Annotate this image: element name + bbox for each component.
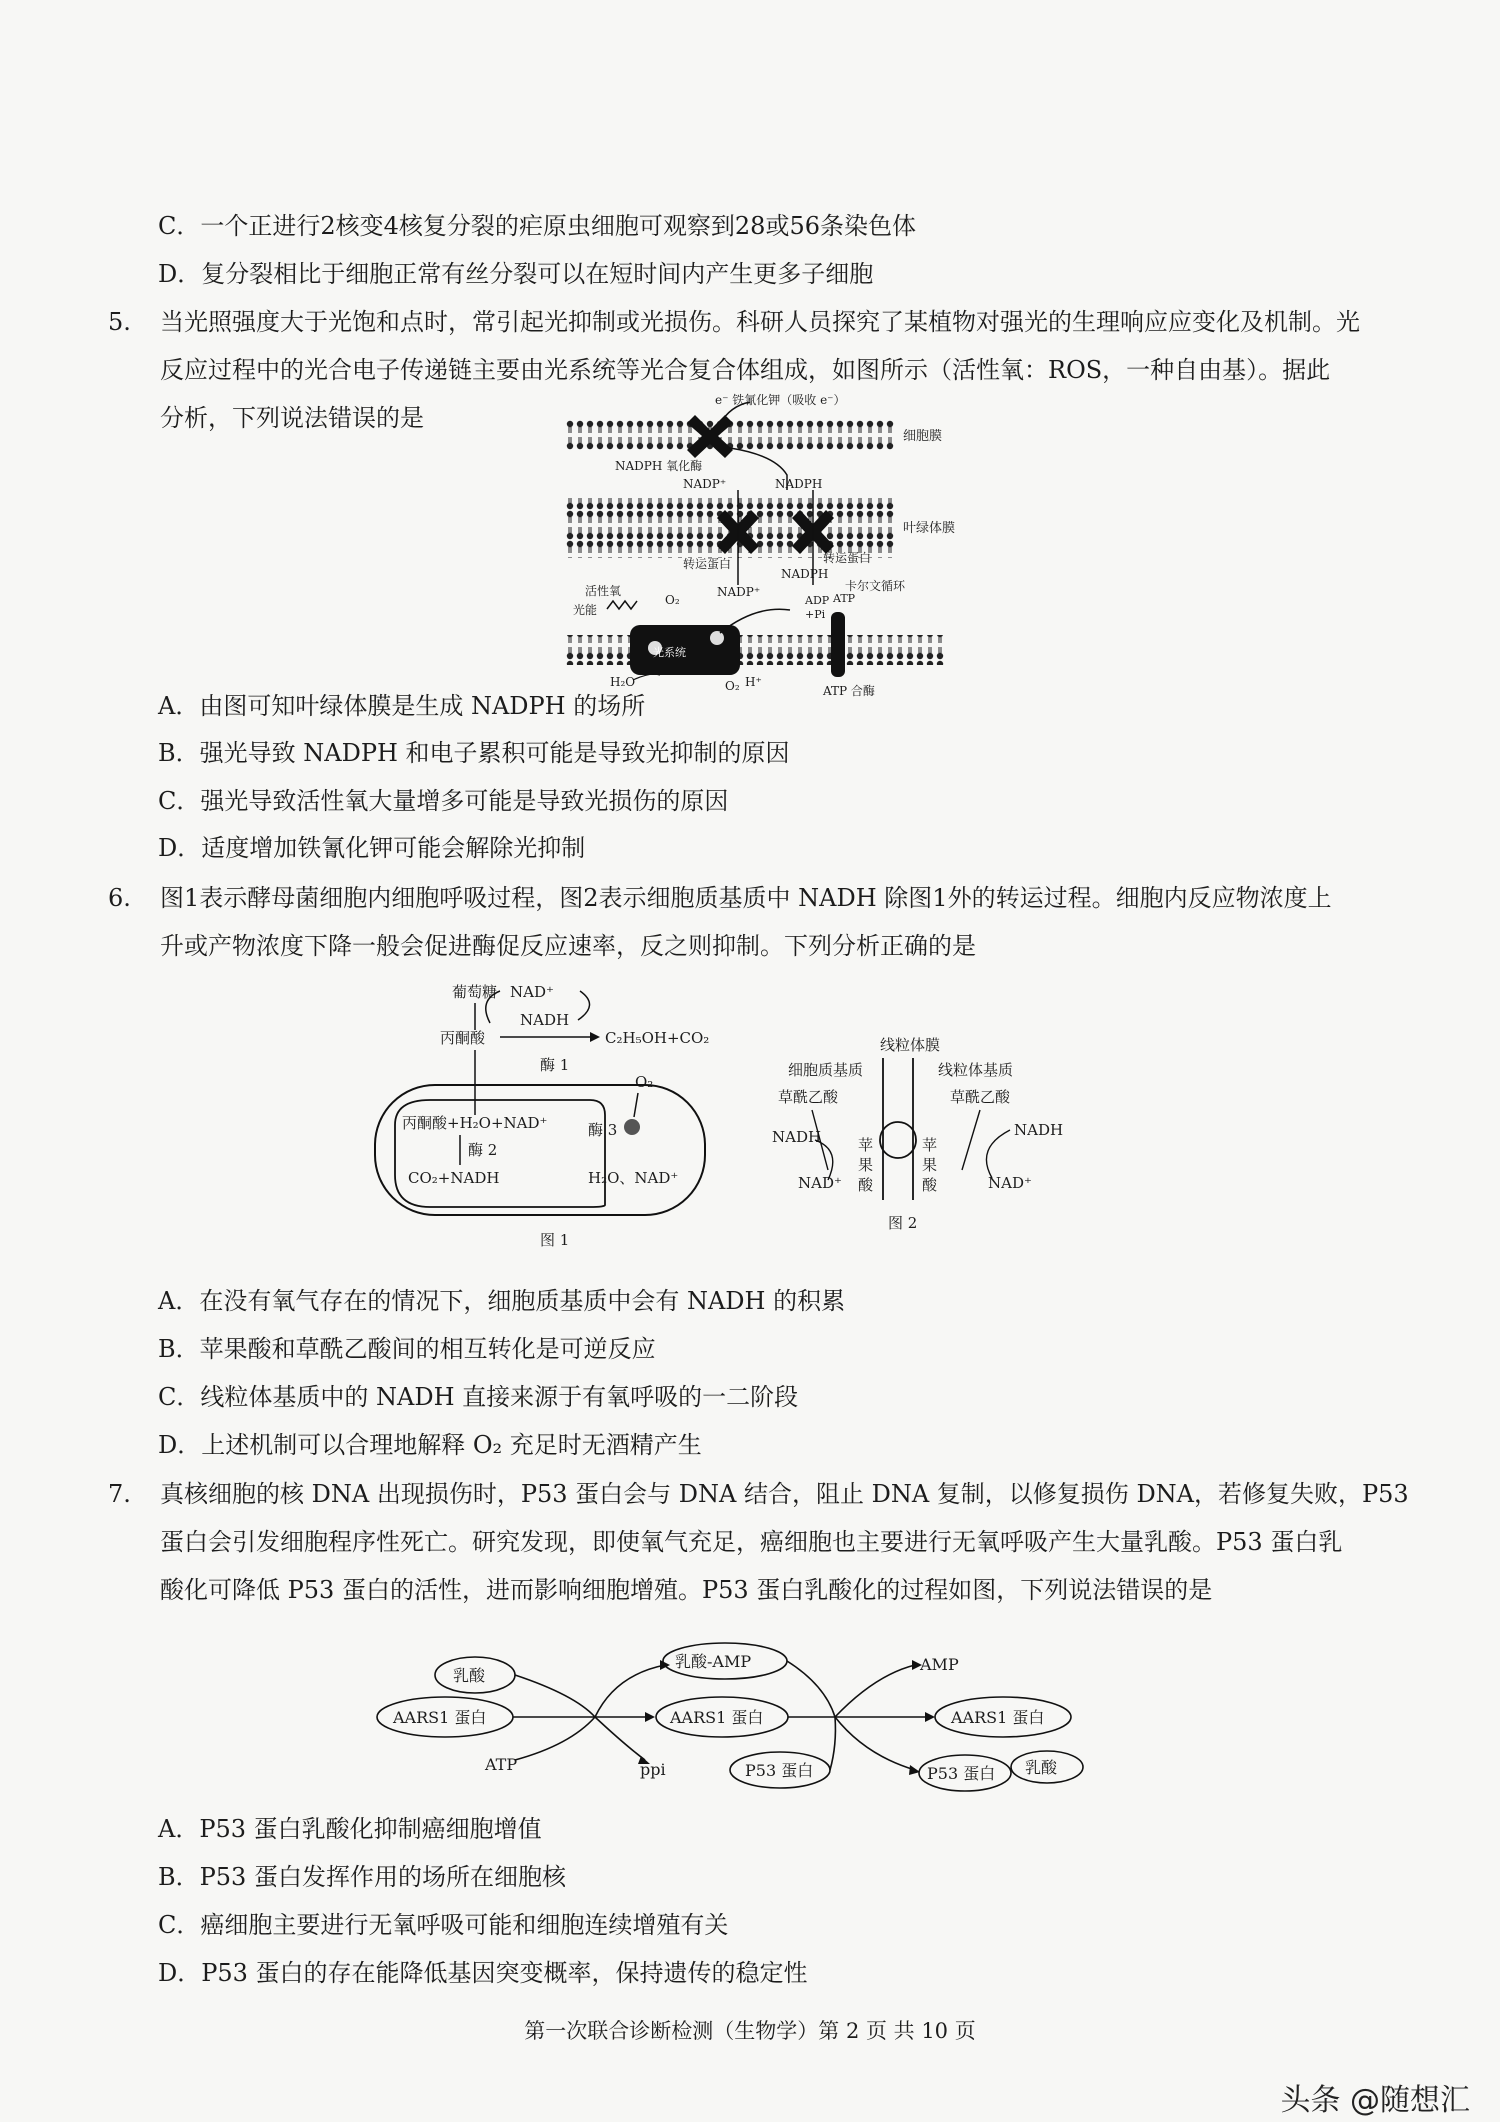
q7-number: 7. bbox=[108, 1480, 131, 1508]
label-atp-synthase: ATP 合酶 bbox=[823, 684, 875, 698]
q5-option-a: A．由图可知叶绿体膜是生成 NADPH 的场所 bbox=[158, 692, 646, 720]
mitochondrion-outer bbox=[375, 1085, 705, 1215]
fig1-ethanol: C₂H₅OH+CO₂ bbox=[605, 1029, 710, 1047]
label-light-energy: 光能 bbox=[573, 603, 598, 617]
fig1-h2o-nad: H₂O、NAD⁺ bbox=[588, 1169, 679, 1187]
label-h2o: H₂O bbox=[610, 675, 636, 689]
fig7-atp: ATP bbox=[485, 1755, 518, 1774]
transporter-circle bbox=[880, 1122, 916, 1158]
q6-number: 6. bbox=[108, 884, 131, 912]
fig1-reaction: 丙酮酸+H₂O+NAD⁺ bbox=[402, 1114, 548, 1132]
label-atp: ATP bbox=[833, 592, 856, 605]
q5-option-d: D．适度增加铁氰化钾可能会解除光抑制 bbox=[158, 834, 586, 862]
fig2-nadh-right: NADH bbox=[1014, 1121, 1064, 1139]
fig2-matrix: 线粒体基质 bbox=[938, 1061, 1014, 1079]
enzyme3-dot bbox=[624, 1119, 640, 1135]
fig7-amp: AMP bbox=[920, 1655, 959, 1674]
fig2-nad-right: NAD⁺ bbox=[988, 1174, 1032, 1192]
q6-option-c: C．线粒体基质中的 NADH 直接来源于有氧呼吸的一二阶段 bbox=[158, 1383, 799, 1411]
label-ferricyanide: e⁻ 铁氰化钾（吸收 e⁻） bbox=[715, 393, 846, 407]
fig2-malate-right-3: 酸 bbox=[922, 1176, 938, 1194]
label-cell-membrane: 细胞膜 bbox=[903, 429, 943, 444]
q5-number: 5. bbox=[108, 308, 131, 336]
q5-option-c: C．强光导致活性氧大量增多可能是导致光损伤的原因 bbox=[158, 787, 729, 815]
fig2-nad-left: NAD⁺ bbox=[798, 1174, 842, 1192]
q7-stem-line3: 酸化可降低 P53 蛋白的活性，进而影响细胞增殖。P53 蛋白乳酸化的过程如图，下列说法错误的是 bbox=[160, 1576, 1213, 1604]
fig2-malate-left-3: 酸 bbox=[858, 1176, 874, 1194]
q5-membrane-figure bbox=[555, 390, 975, 698]
fig7-ppi: ppi bbox=[640, 1760, 666, 1779]
label-ros: 活性氧 bbox=[585, 584, 622, 598]
q7-lactylation-figure bbox=[375, 1625, 1095, 1810]
fig1-o2: O₂ bbox=[635, 1073, 654, 1091]
label-h-plus: H⁺ bbox=[745, 675, 762, 689]
q6-option-b: B．苹果酸和草酰乙酸间的相互转化是可逆反应 bbox=[158, 1335, 656, 1363]
label-nadph-oxidase: NADPH 氧化酶 bbox=[615, 459, 703, 473]
fig7-p53-b: P53 蛋白 bbox=[927, 1764, 996, 1783]
fig1-enzyme1: 酶 1 bbox=[540, 1056, 570, 1074]
fig7-aars-a: AARS1 蛋白 bbox=[393, 1708, 487, 1727]
q7-option-d: D．P53 蛋白的存在能降低基因突变概率，保持遗传的稳定性 bbox=[158, 1959, 808, 1987]
label-transporter-2: 转运蛋白 bbox=[823, 551, 872, 565]
fig1-enzyme3: 酶 3 bbox=[588, 1121, 618, 1139]
q4-option-c: C．一个正进行2核变4核复分裂的疟原虫细胞可观察到28或56条染色体 bbox=[158, 212, 916, 240]
thylakoid-bilayer bbox=[565, 635, 945, 665]
q5-stem-line3: 分析，下列说法错误的是 bbox=[160, 404, 424, 432]
fig2-malate-left-1: 苹 bbox=[858, 1136, 874, 1154]
label-o2-top: O₂ bbox=[665, 593, 680, 607]
fig7-lactate-2: 乳酸 bbox=[1025, 1758, 1058, 1777]
q6-figure-1 bbox=[360, 975, 760, 1255]
fig7-aars-b: AARS1 蛋白 bbox=[670, 1708, 764, 1727]
fig2-oaa-right: 草酰乙酸 bbox=[950, 1088, 1011, 1106]
page-footer: 第一次联合诊断检测（生物学）第 2 页 共 10 页 bbox=[524, 2019, 976, 2043]
fig2-caption: 图 2 bbox=[888, 1214, 918, 1232]
label-pi: +Pi bbox=[805, 608, 826, 621]
q6-option-a: A．在没有氧气存在的情况下，细胞质基质中会有 NADH 的积累 bbox=[158, 1287, 846, 1315]
source-watermark: 头条 @随想汇 bbox=[1280, 2083, 1470, 2118]
q7-option-c: C．癌细胞主要进行无氧呼吸可能和细胞连续增殖有关 bbox=[158, 1911, 729, 1939]
label-photosystem: 光系统 bbox=[653, 646, 686, 659]
q5-option-b: B．强光导致 NADPH 和电子累积可能是导致光抑制的原因 bbox=[158, 739, 790, 767]
q5-stem-line1: 当光照强度大于光饱和点时，常引起光抑制或光损伤。科研人员探究了某植物对强光的生理响应应变化及机制。光 bbox=[160, 308, 1360, 336]
atp-synthase-shape bbox=[831, 612, 845, 677]
label-calvin-cycle: 卡尔文循环 bbox=[845, 579, 906, 593]
q7-option-b: B．P53 蛋白发挥作用的场所在细胞核 bbox=[158, 1863, 566, 1891]
fig1-nadh: NADH bbox=[520, 1011, 570, 1029]
fig2-nadh-left: NADH bbox=[772, 1128, 822, 1146]
q7-option-a: A．P53 蛋白乳酸化抑制癌细胞增值 bbox=[158, 1815, 542, 1843]
fig1-enzyme2: 酶 2 bbox=[468, 1141, 498, 1159]
q7-stem-line1: 真核细胞的核 DNA 出现损伤时，P53 蛋白会与 DNA 结合，阻止 DNA 复制，以修复损伤 DNA，若修复失败，P53 bbox=[160, 1480, 1409, 1508]
fig1-co2-nadh: CO₂+NADH bbox=[408, 1169, 500, 1187]
q6-stem-line2: 升或产物浓度下降一般会促进酶促反应速率，反之则抑制。下列分析正确的是 bbox=[160, 932, 976, 960]
q4-option-d: D．复分裂相比于细胞正常有丝分裂可以在短时间内产生更多子细胞 bbox=[158, 260, 874, 288]
q6-figure-2 bbox=[770, 1030, 1090, 1235]
fig7-aars-c: AARS1 蛋白 bbox=[951, 1708, 1045, 1727]
label-nadp-top: NADP⁺ bbox=[683, 477, 727, 491]
fig7-p53-a: P53 蛋白 bbox=[745, 1761, 814, 1780]
q6-option-d: D．上述机制可以合理地解释 O₂ 充足时无酒精产生 bbox=[158, 1431, 702, 1459]
fig1-glucose: 葡萄糖 bbox=[452, 983, 498, 1001]
q5-stem-line2: 反应过程中的光合电子传递链主要由光系统等光合复合体组成，如图所示（活性氧：ROS，一种自由基）。据此 bbox=[160, 356, 1331, 384]
label-nadph-top: NADPH bbox=[775, 477, 823, 491]
fig2-oaa-left: 草酰乙酸 bbox=[778, 1088, 839, 1106]
fig2-membrane: 线粒体膜 bbox=[880, 1036, 941, 1054]
label-nadph-mid: NADPH bbox=[781, 567, 829, 581]
fig1-pyruvate: 丙酮酸 bbox=[440, 1029, 486, 1047]
fig2-malate-right-2: 果 bbox=[922, 1156, 938, 1174]
fig1-caption: 图 1 bbox=[540, 1231, 570, 1249]
fig2-cytosol: 细胞质基质 bbox=[788, 1061, 864, 1079]
fig2-malate-right-1: 苹 bbox=[922, 1136, 938, 1154]
label-transporter-1: 转运蛋白 bbox=[683, 557, 732, 571]
fig7-lactate-amp: 乳酸-AMP bbox=[675, 1652, 752, 1671]
label-nadp-mid: NADP⁺ bbox=[717, 585, 761, 599]
label-adp: ADP bbox=[805, 594, 830, 607]
label-chloroplast-membrane: 叶绿体膜 bbox=[903, 521, 956, 536]
label-o2-bottom: O₂ bbox=[725, 679, 740, 693]
q6-stem-line1: 图1表示酵母菌细胞内细胞呼吸过程，图2表示细胞质基质中 NADH 除图1外的转运过程。细胞内反应物浓度上 bbox=[160, 884, 1332, 912]
q7-stem-line2: 蛋白会引发细胞程序性死亡。研究发现，即使氧气充足，癌细胞也主要进行无氧呼吸产生大量乳酸。P53 蛋白乳 bbox=[160, 1528, 1343, 1556]
fig2-malate-left-2: 果 bbox=[858, 1156, 874, 1174]
fig1-nad: NAD⁺ bbox=[510, 983, 554, 1001]
fig7-lactate-1: 乳酸 bbox=[453, 1666, 486, 1685]
